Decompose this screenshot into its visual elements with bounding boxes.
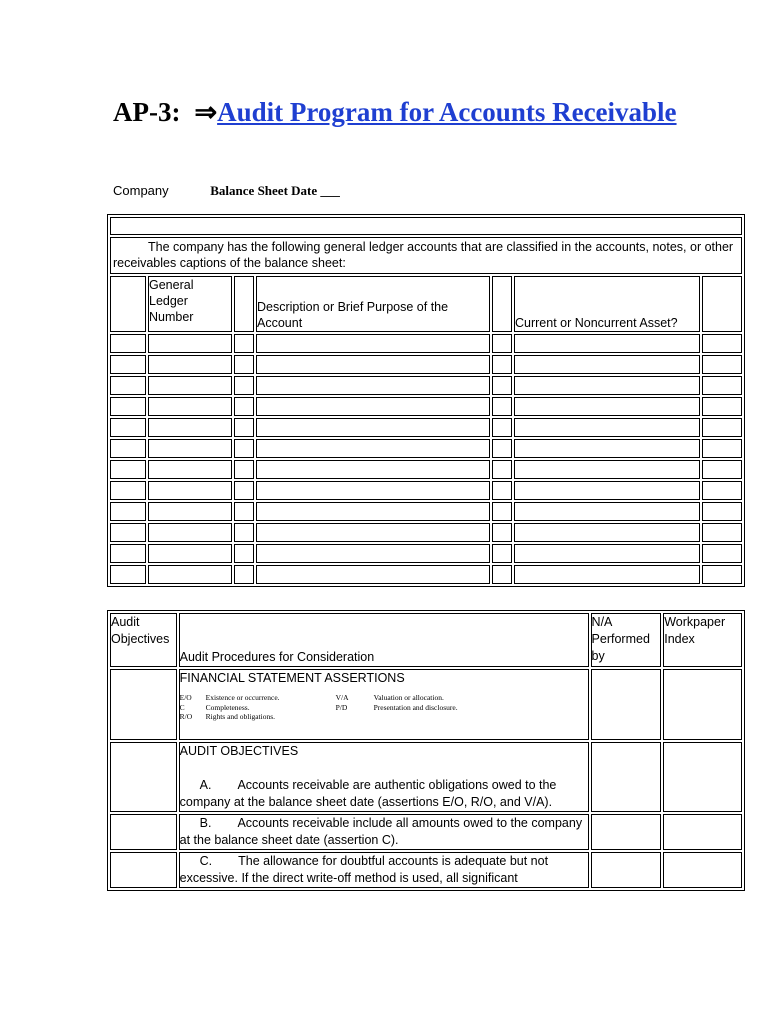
ledger-row	[110, 481, 742, 500]
ledger-cell	[110, 502, 146, 521]
objective-a-row	[110, 742, 742, 812]
ledger-cell	[702, 502, 742, 521]
company-label: Company	[113, 183, 169, 198]
ledger-cell	[256, 439, 490, 458]
ledger-cell	[256, 397, 490, 416]
ledger-cell	[148, 376, 232, 395]
ledger-cell	[234, 439, 254, 458]
ledger-cell	[514, 544, 700, 563]
performed-by-header: N/A Performed by	[591, 613, 662, 667]
ledger-row	[110, 523, 742, 542]
ledger-cell	[514, 334, 700, 353]
ledger-cell	[256, 502, 490, 521]
ledger-cell	[234, 544, 254, 563]
ledger-cell	[492, 439, 512, 458]
ledger-cell	[234, 502, 254, 521]
ledger-cell	[234, 418, 254, 437]
ledger-cell	[256, 481, 490, 500]
ledger-cell	[702, 397, 742, 416]
balance-sheet-date-blank: ___	[320, 183, 340, 198]
ledger-cell	[256, 376, 490, 395]
ledger-cell	[256, 544, 490, 563]
ledger-cell	[702, 565, 742, 584]
ledger-cell	[148, 460, 232, 479]
ledger-cell	[492, 418, 512, 437]
ledger-cell	[514, 418, 700, 437]
description-header: Description or Brief Purpose of the Account	[256, 276, 490, 332]
ledger-cell	[110, 481, 146, 500]
audit-objectives-header: Audit Objectives	[110, 613, 177, 667]
ledger-cell	[234, 460, 254, 479]
current-noncurrent-header: Current or Noncurrent Asset?	[514, 276, 700, 332]
ledger-cell	[110, 523, 146, 542]
ledger-cell	[492, 523, 512, 542]
ledger-cell	[702, 376, 742, 395]
ledger-cell	[492, 502, 512, 521]
objective-c: C. The allowance for doubtful accounts is adequate but not excessive. If the direct write-off method is used, all significant	[179, 852, 589, 888]
ledger-row	[110, 565, 742, 584]
ledger-cell	[110, 565, 146, 584]
ledger-cell	[702, 460, 742, 479]
ledger-cell	[148, 523, 232, 542]
ledger-cell	[514, 481, 700, 500]
ledger-cell	[256, 334, 490, 353]
ledger-table-title-cell	[110, 217, 742, 235]
header-meta	[113, 183, 340, 199]
ledger-cell	[148, 502, 232, 521]
ledger-cell	[702, 523, 742, 542]
assertions-heading: FINANCIAL STATEMENT ASSERTIONS	[179, 671, 405, 685]
ledger-cell	[514, 376, 700, 395]
ledger-cell	[492, 544, 512, 563]
ledger-cell	[110, 334, 146, 353]
ledger-cell	[702, 334, 742, 353]
ledger-cell	[514, 397, 700, 416]
ledger-row	[110, 334, 742, 353]
ledger-cell	[514, 439, 700, 458]
ledger-row	[110, 502, 742, 521]
arrow-icon: ⇒	[194, 97, 218, 127]
ledger-cell	[148, 481, 232, 500]
ledger-cell	[256, 565, 490, 584]
procedures-header-row	[110, 613, 742, 667]
legend-line: R/O Rights and obligations.	[179, 712, 275, 721]
ledger-cell	[148, 397, 232, 416]
ledger-row	[110, 355, 742, 374]
audit-program-link[interactable]: Audit Program for Accounts Receivable	[217, 97, 677, 127]
ledger-cell	[234, 565, 254, 584]
ledger-row	[110, 439, 742, 458]
ledger-cell	[492, 481, 512, 500]
objective-c-row	[110, 852, 742, 888]
ledger-cell	[702, 418, 742, 437]
assertions-legend	[180, 693, 588, 722]
objectives-cell	[179, 742, 589, 812]
ledger-cell	[234, 376, 254, 395]
ledger-accounts-table	[107, 214, 745, 587]
audit-procedures-table	[107, 610, 745, 891]
ledger-cell	[514, 523, 700, 542]
ledger-cell	[234, 355, 254, 374]
balance-sheet-date-label: Balance Sheet Date ___	[210, 183, 340, 198]
ledger-cell	[148, 334, 232, 353]
ledger-rows	[110, 334, 742, 584]
ledger-cell	[110, 376, 146, 395]
ledger-cell	[234, 523, 254, 542]
ledger-row	[110, 544, 742, 563]
ledger-intro: The company has the following general ledger accounts that are classified in the accounts, notes, or other receivables captions of the balance sheet:	[110, 237, 742, 274]
objective-b-row	[110, 814, 742, 850]
ledger-header-row	[110, 276, 742, 332]
ledger-cell	[514, 565, 700, 584]
assertions-cell	[179, 669, 589, 740]
ledger-row	[110, 460, 742, 479]
ledger-cell	[492, 397, 512, 416]
ledger-cell	[234, 481, 254, 500]
ledger-cell	[110, 397, 146, 416]
legend-line: C Completeness. P/D Presentation and disclosure.	[179, 702, 458, 712]
ledger-cell	[256, 460, 490, 479]
ledger-cell	[148, 565, 232, 584]
ledger-cell	[492, 334, 512, 353]
ledger-row	[110, 418, 742, 437]
ledger-cell	[148, 355, 232, 374]
ledger-row	[110, 397, 742, 416]
program-code: AP-3:	[113, 97, 181, 127]
ledger-cell	[110, 355, 146, 374]
ledger-cell	[110, 544, 146, 563]
ledger-cell	[702, 355, 742, 374]
ledger-cell	[234, 334, 254, 353]
workpaper-index-header: Workpaper Index	[663, 613, 742, 667]
page-title	[113, 94, 713, 131]
ledger-cell	[702, 544, 742, 563]
ledger-cell	[256, 523, 490, 542]
audit-procedures-header: Audit Procedures for Consideration	[179, 613, 589, 667]
gl-number-header: General Ledger Number	[148, 276, 232, 332]
ledger-cell	[492, 355, 512, 374]
ledger-cell	[492, 565, 512, 584]
ledger-cell	[148, 439, 232, 458]
legend-line: E/O Existence or occurrence. V/A Valuation or allocation.	[179, 693, 444, 702]
ledger-cell	[702, 439, 742, 458]
assertions-row	[110, 669, 742, 740]
ledger-cell	[256, 418, 490, 437]
ledger-cell	[110, 418, 146, 437]
ledger-cell	[256, 355, 490, 374]
ledger-cell	[702, 481, 742, 500]
ledger-cell	[514, 502, 700, 521]
ledger-cell	[514, 460, 700, 479]
objectives-heading: AUDIT OBJECTIVES	[179, 744, 299, 758]
ledger-cell	[514, 355, 700, 374]
ledger-cell	[148, 544, 232, 563]
ledger-row	[110, 376, 742, 395]
objective-b: B. Accounts receivable include all amounts owed to the company at the balance sheet date (assertion C).	[179, 814, 589, 850]
ledger-cell	[148, 418, 232, 437]
ledger-cell	[492, 376, 512, 395]
objective-a: A. Accounts receivable are authentic obligations owed to the company at the balance sheet date (assertions E/O, R/O, and V/A).	[179, 778, 557, 809]
ledger-cell	[110, 460, 146, 479]
ledger-cell	[234, 397, 254, 416]
ledger-cell	[110, 439, 146, 458]
ledger-cell	[492, 460, 512, 479]
